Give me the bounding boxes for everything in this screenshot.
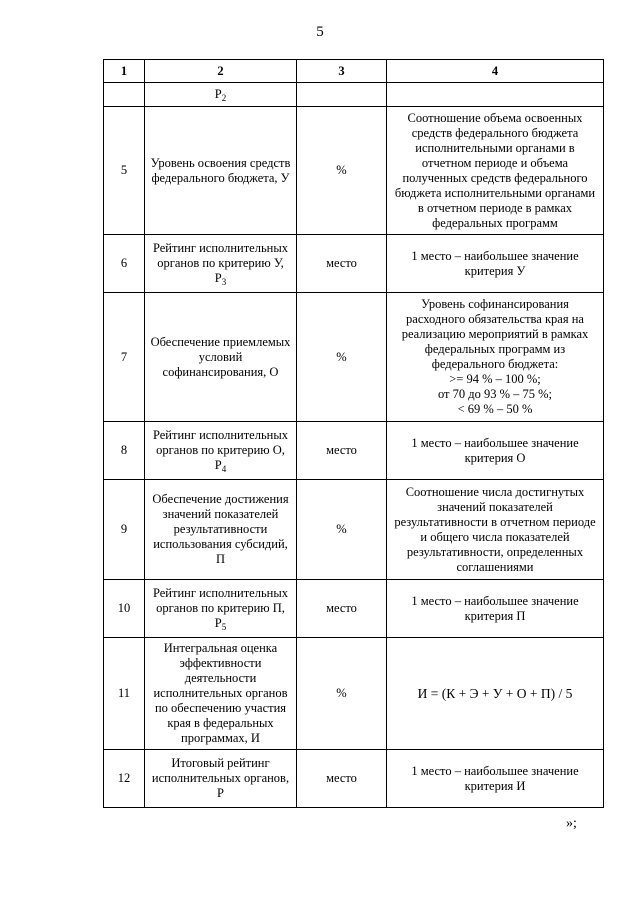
cell-unit: место [297,580,387,638]
cell-name-line: по обеспечению участия [154,701,287,715]
cell-num [104,83,145,107]
cell-name-line: Рейтинг исполнительных [152,428,289,442]
cell-name-line: $Р_4$ [214,458,227,474]
cell-desc-line: результативности в отчетном периоде [394,514,596,529]
cell-name-line: Рейтинг исполнительных [152,241,289,255]
cell-desc-line: реализацию мероприятий в рамках [401,327,589,341]
cell-desc-line: и общего числа показателей [420,529,570,544]
table-row [104,480,604,580]
cell-desc-line: И = (К + Э + У + О + П) / 5 [417,686,573,701]
cell-desc-line: 1 место – наибольшее значение [411,763,579,778]
cell-name-line: Р [217,786,224,800]
table-row [104,422,604,480]
cell-num: 9 [104,480,145,580]
cell-name-line: использования субсидий, [153,537,288,551]
cell-desc [387,580,604,638]
cell-desc-line: значений показателей [437,499,553,514]
cell-num: 8 [104,422,145,480]
cell-name-line: условий [198,349,243,364]
cell-name-line: органов по критерию У, [157,256,284,270]
cell-unit: % [297,480,387,580]
cell-unit: % [297,293,387,422]
cell-name-line: Рейтинг исполнительных [152,586,289,600]
page-number: 5 [316,24,324,40]
cell-desc [387,422,604,480]
cell-name-line: значений показателей [162,507,279,521]
cell-desc-line: средств федерального бюджета [411,125,579,140]
cell-name-line: деятельности [184,671,257,685]
cell-desc [387,235,604,293]
cell-num: 6 [104,235,145,293]
table-rows [104,107,604,808]
cell-name-line: Обеспечение приемлемых [150,334,291,349]
cell-desc-line: критерия О [464,450,526,465]
cell-desc-line: Соотношение объема освоенных [407,110,583,125]
header-col-1: 1 [104,60,145,83]
cell-name [145,107,297,235]
cell-desc-line: расходного обязательства края на [406,312,584,326]
cell-num: 11 [104,638,145,750]
cell-unit: место [297,750,387,808]
table-row [104,750,604,808]
cell-desc [387,638,604,750]
cell-name-line: исполнительных органов, [151,771,290,785]
header-col-2: 2 [145,60,297,83]
cell-desc-line: 1 место – наибольшее значение [411,248,579,263]
cell-desc-line: >= 94 % – 100 %; [449,372,541,386]
table-row [104,107,604,235]
cell-desc-line: < 69 % – 50 % [457,402,533,416]
cell-desc-line: от 70 до 93 % – 75 %; [437,387,553,401]
cell-name-line: исполнительных органов [153,686,288,700]
table-row [104,580,604,638]
cell-num: 5 [104,107,145,235]
cell-name [145,480,297,580]
cell-desc-line: 1 место – наибольшее значение [411,435,579,450]
table-row [104,638,604,750]
cell-desc [387,107,604,235]
cell-name-line: органов по критерию О, [156,443,285,457]
cell-unit: % [297,107,387,235]
cell-desc-line: результативности, определенных [406,544,584,559]
cell-name [145,638,297,750]
cell-name-line: софинансирования, О [162,364,279,379]
cell-desc-line: соглашениями [456,559,534,574]
cell-desc-line: 1 место – наибольшее значение [411,593,579,608]
cell-name [145,580,297,638]
closing-quote-mark: »; [566,816,577,831]
cell-desc-line: критерия У [464,263,526,278]
cell-unit: % [297,638,387,750]
criteria-table [103,59,604,808]
cell-desc-line: Уровень софинансирования [421,297,569,311]
header-col-3: 3 [297,60,387,83]
cell-desc-line: исполнительными органами в [415,140,575,155]
cell-desc [387,83,604,107]
cell-desc-line: критерия И [464,778,526,793]
cell-name-line: $Р_5$ [214,616,227,632]
cell-name-line: эффективности [179,656,262,670]
cell-name-line: органов по критерию П, [156,601,285,615]
cell-name-line: федерального бюджета, У [151,170,290,185]
cell-num: 12 [104,750,145,808]
cell-name-line: Уровень освоения средств [150,155,291,170]
table-row [104,235,604,293]
cell-num: 7 [104,293,145,422]
cell-name-line: края в федеральных [167,716,274,730]
cell-desc-line: критерия П [464,608,526,623]
cell-desc-line: полученных средств федерального [402,170,588,185]
cell-name [145,235,297,293]
cell-unit: место [297,422,387,480]
cell-name [145,293,297,422]
cell-desc-line: федерального бюджета: [431,357,559,371]
cell-name-line: Обеспечение достижения [152,492,289,506]
continuation-row [104,83,604,107]
cell-name: $Р_2$ [145,83,297,107]
cell-desc [387,293,604,422]
cell-desc-line: отчетном периоде и объема [421,155,569,170]
table-row [104,293,604,422]
cell-desc-line: федеральных программ [432,215,558,230]
cell-unit [297,83,387,107]
cell-desc-line: Соотношение числа достигнутых [405,484,585,499]
table-header-row [104,60,604,83]
cell-desc-line: в отчетном периоде в рамках [417,200,573,215]
cell-name [145,750,297,808]
cell-name-line: $Р_3$ [214,271,227,287]
cell-unit: место [297,235,387,293]
cell-name-line: Итоговый рейтинг [171,756,270,770]
cell-name-line: результативности [173,522,268,536]
cell-name-line: программах, И [181,731,260,745]
cell-desc [387,750,604,808]
cell-name-line: Интегральная оценка [163,641,278,655]
cell-desc-line: федеральных программ из [424,342,566,356]
cell-desc-line: бюджета исполнительными органами [394,185,596,200]
cell-name [145,422,297,480]
cell-name-line: П [215,552,226,566]
cell-num: 10 [104,580,145,638]
cell-desc [387,480,604,580]
header-col-4: 4 [387,60,604,83]
